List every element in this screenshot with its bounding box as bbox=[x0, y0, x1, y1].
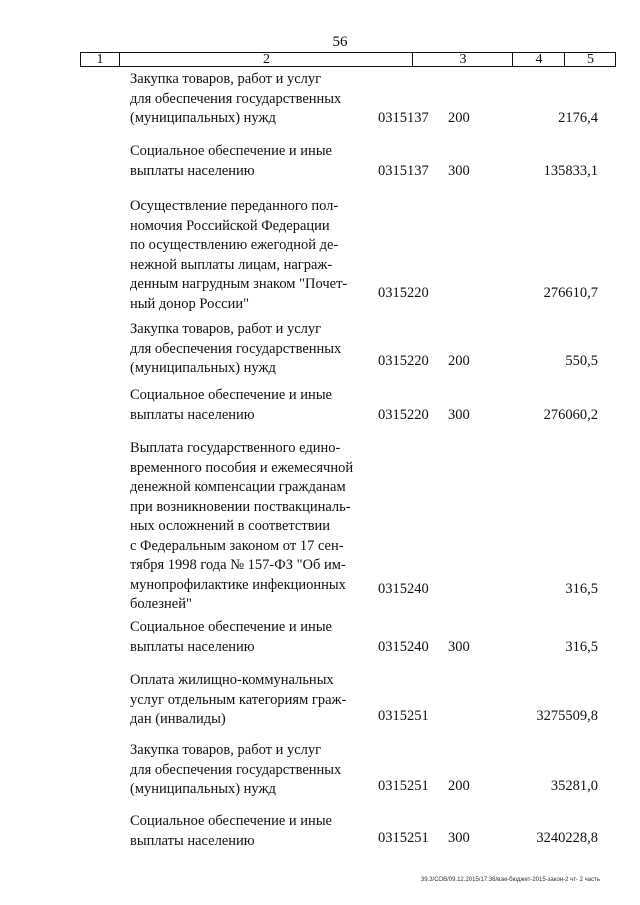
row-description: Осуществление переданного пол- номочия Российской Федерации по осуществлению ежегодной де- нежной выплаты лицам, награж- денным нагрудным знаком "Почет- ный донор России" bbox=[130, 198, 348, 312]
row-description: Социальное обеспечение и иные выплаты населению bbox=[130, 813, 332, 849]
row-expense-type: 300 bbox=[448, 638, 470, 655]
row-amount: 276610,7 bbox=[543, 285, 598, 301]
row-code: 0315251 bbox=[378, 778, 429, 794]
row-expense-type: 200 bbox=[448, 353, 470, 369]
row-amount: 3240228,8 bbox=[536, 830, 598, 846]
row-description: Социальное обеспечение и иные выплаты населению bbox=[130, 619, 332, 655]
page-number: 56 bbox=[332, 34, 348, 50]
row-description: Закупка товаров, работ и услуг для обеспечения государственных (муниципальных) нужд bbox=[130, 71, 342, 126]
row-expense-type: 300 bbox=[448, 406, 470, 423]
row-expense-type: 300 bbox=[448, 162, 470, 179]
row-description: Оплата жилищно-коммунальных услуг отдельным категориям граж- дан (инвалиды) bbox=[130, 672, 347, 727]
row-code: 0315137 bbox=[378, 162, 429, 179]
header-col-2: 2 bbox=[119, 53, 413, 66]
row-description: Закупка товаров, работ и услуг для обеспечения государственных (муниципальных) нужд bbox=[130, 321, 342, 376]
row-code: 0315240 bbox=[378, 638, 429, 655]
row-description: Социальное обеспечение и иные выплаты населению bbox=[130, 387, 332, 423]
row-amount: 550,5 bbox=[565, 353, 598, 369]
row-code: 0315251 bbox=[378, 708, 429, 724]
row-amount: 35281,0 bbox=[550, 778, 598, 794]
row-expense-type: 300 bbox=[448, 830, 470, 846]
header-col-5: 5 bbox=[564, 53, 616, 66]
row-amount: 135833,1 bbox=[543, 162, 598, 179]
document-footer-code: 39.3/СОВ/09.12.2015/17:36/взм-бюджет-2015-закон-2 чт- 2 часть bbox=[420, 877, 600, 883]
row-code: 0315220 bbox=[378, 285, 429, 301]
row-code: 0315240 bbox=[378, 581, 429, 597]
row-amount: 2176,4 bbox=[558, 110, 598, 126]
row-amount: 276060,2 bbox=[543, 406, 598, 423]
header-col-3: 3 bbox=[412, 53, 513, 66]
row-description: Закупка товаров, работ и услуг для обеспечения государственных (муниципальных) нужд bbox=[130, 742, 342, 797]
row-code: 0315220 bbox=[378, 406, 429, 423]
row-amount: 316,5 bbox=[565, 638, 598, 655]
row-amount: 316,5 bbox=[565, 581, 598, 597]
row-expense-type: 200 bbox=[448, 778, 470, 794]
row-expense-type: 200 bbox=[448, 110, 470, 126]
row-description: Социальное обеспечение и иные выплаты населению bbox=[130, 143, 332, 179]
row-description: Выплата государственного едино- временного пособия и ежемесячной денежной компенсации гражданам при возникновении поствакциналь- ных осложнений в соответствии с Федеральным законом от 17 сен- тября 1998 года № 157-ФЗ "Об им- мунопрофилактике инфекционных болезней" bbox=[130, 440, 354, 612]
row-amount: 3275509,8 bbox=[536, 708, 598, 724]
row-code: 0315220 bbox=[378, 353, 429, 369]
row-code: 0315137 bbox=[378, 110, 429, 126]
header-col-4: 4 bbox=[512, 53, 565, 66]
row-code: 0315251 bbox=[378, 830, 429, 846]
header-col-1: 1 bbox=[96, 52, 104, 67]
